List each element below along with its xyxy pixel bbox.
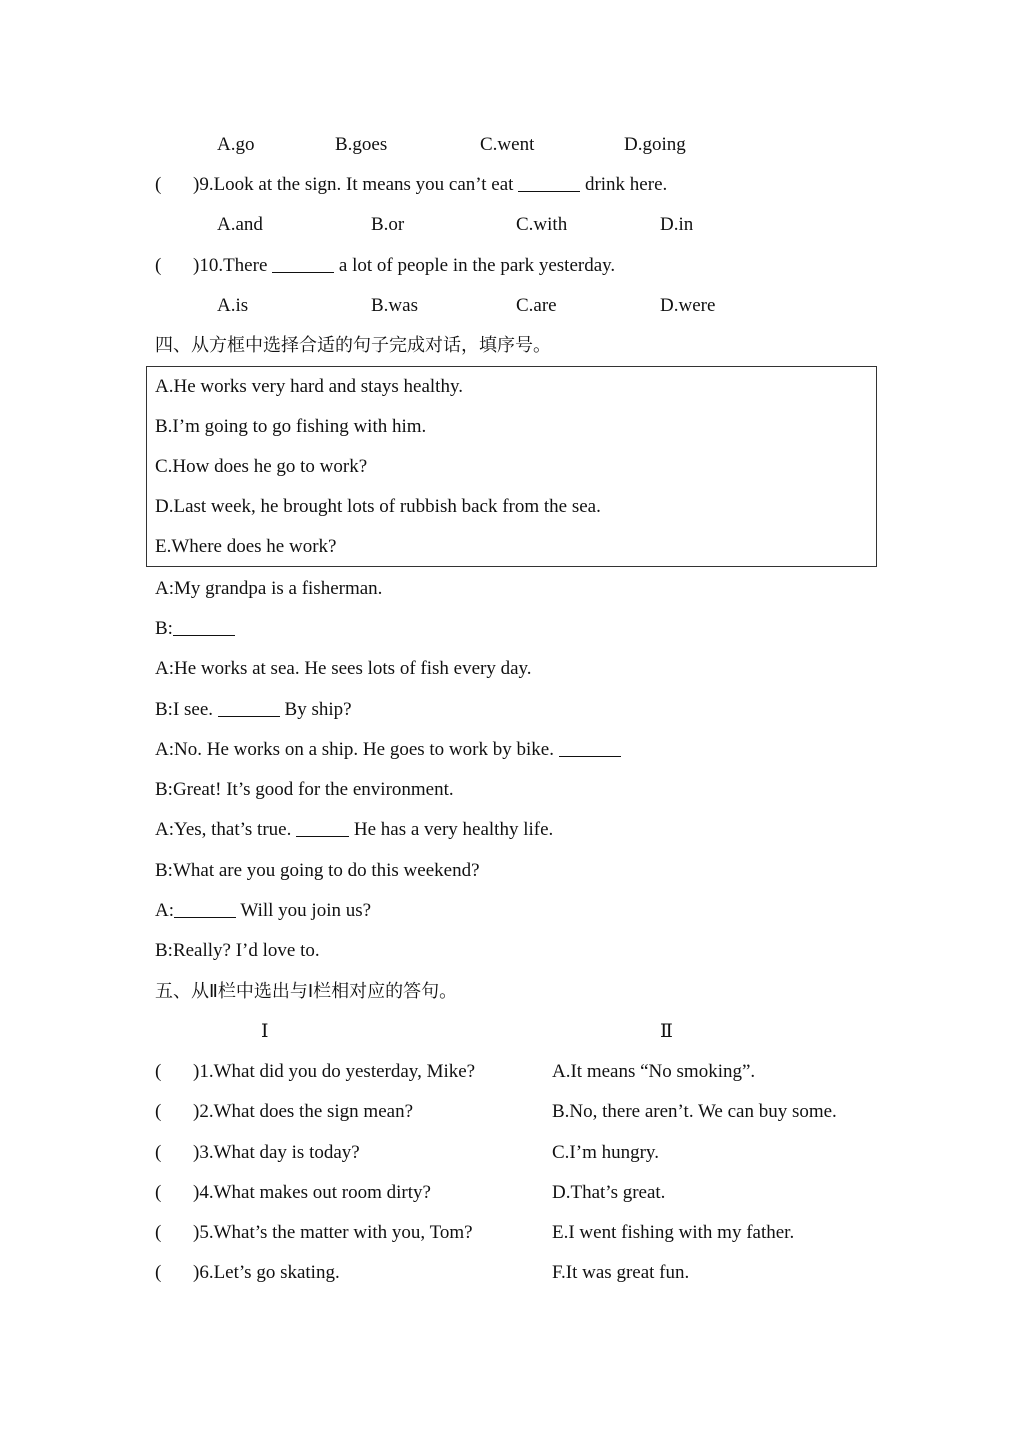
- question-4-paren[interactable]: (: [155, 1182, 162, 1203]
- q8-option-a: A.go: [217, 134, 255, 155]
- q8-option-c: C.went: [480, 134, 535, 155]
- dialogue-line-10: B:Really? I’d love to.: [155, 940, 320, 961]
- q8-option-b: B.goes: [335, 134, 388, 155]
- answer-b: B.No, there aren’t. We can buy some.: [552, 1101, 837, 1122]
- q10-option-b: B.was: [371, 295, 418, 316]
- section-4-title: 四、从方框中选择合适的句子完成对话，填序号。: [155, 335, 551, 356]
- dialogue-line-4: [155, 698, 352, 722]
- dialogue-line-2-speaker: B:: [155, 618, 173, 639]
- dialogue-line-9-before: A:: [155, 900, 174, 921]
- q10-option-d: D.were: [660, 295, 716, 316]
- dialogue-blank-4[interactable]: [296, 835, 349, 837]
- q10-option-a: A.is: [217, 295, 249, 316]
- question-2: )2.What does the sign mean?: [193, 1101, 414, 1122]
- dialogue-line-7: [155, 818, 553, 842]
- q9-option-b: B.or: [371, 214, 405, 235]
- dialogue-line-7-after: He has a very healthy life.: [349, 819, 554, 840]
- q9-answer-blank[interactable]: [518, 190, 580, 192]
- q10-text-after: a lot of people in the park yesterday.: [334, 255, 616, 276]
- dialogue-blank-1[interactable]: [173, 634, 235, 636]
- box-item-b: B.I’m going to go fishing with him.: [155, 416, 427, 437]
- q10-text: [193, 254, 615, 278]
- dialogue-line-9-after: Will you join us?: [236, 900, 372, 921]
- q9-text-before: )9.Look at the sign. It means you can’t eat: [193, 174, 519, 195]
- box-item-a: A.He works very hard and stays healthy.: [155, 376, 463, 397]
- column-2-header: Ⅱ: [660, 1021, 673, 1042]
- answer-f: F.It was great fun.: [552, 1262, 690, 1283]
- q9-option-a: A.and: [217, 214, 263, 235]
- dialogue-line-5: [155, 738, 621, 762]
- answer-d: D.That’s great.: [552, 1182, 666, 1203]
- question-2-paren[interactable]: (: [155, 1101, 162, 1122]
- dialogue-line-6: B:Great! It’s good for the environment.: [155, 779, 454, 800]
- q10-paren: (: [155, 255, 162, 276]
- q9-text: [193, 173, 667, 197]
- q9-option-d: D.in: [660, 214, 694, 235]
- q8-option-d: D.going: [624, 134, 686, 155]
- q10-option-c: C.are: [516, 295, 557, 316]
- dialogue-line-1: A:My grandpa is a fisherman.: [155, 578, 383, 599]
- dialogue-line-3: A:He works at sea. He sees lots of fish every day.: [155, 658, 532, 679]
- question-3: )3.What day is today?: [193, 1142, 360, 1163]
- q10-text-before: )10.There: [193, 255, 273, 276]
- dialogue-blank-5[interactable]: [174, 916, 236, 918]
- dialogue-line-8: B:What are you going to do this weekend?: [155, 860, 480, 881]
- dialogue-blank-2[interactable]: [218, 715, 280, 717]
- answer-e: E.I went fishing with my father.: [552, 1222, 795, 1243]
- dialogue-line-5-before: A:No. He works on a ship. He goes to work by bike.: [155, 739, 559, 760]
- answer-a: A.It means “No smoking”.: [552, 1061, 756, 1082]
- question-6: )6.Let’s go skating.: [193, 1262, 340, 1283]
- dialogue-line-4-after: By ship?: [279, 699, 352, 720]
- q9-text-after: drink here.: [580, 174, 668, 195]
- question-1: )1.What did you do yesterday, Mike?: [193, 1061, 476, 1082]
- dialogue-line-9: [155, 899, 371, 923]
- box-item-d: D.Last week, he brought lots of rubbish back from the sea.: [155, 496, 601, 517]
- column-1-header: Ⅰ: [261, 1021, 269, 1042]
- question-5-paren[interactable]: (: [155, 1222, 162, 1243]
- q10-answer-blank[interactable]: [272, 271, 334, 273]
- dialogue-line-7-before: A:Yes, that’s true.: [155, 819, 297, 840]
- answer-c: C.I’m hungry.: [552, 1142, 659, 1163]
- question-5: )5.What’s the matter with you, Tom?: [193, 1222, 473, 1243]
- box-item-e: E.Where does he work?: [155, 536, 337, 557]
- q9-paren: (: [155, 174, 162, 195]
- dialogue-blank-3[interactable]: [559, 755, 621, 757]
- dialogue-line-4-before: B:I see.: [155, 699, 218, 720]
- box-item-c: C.How does he go to work?: [155, 456, 368, 477]
- section-5-title: 五、从Ⅱ栏中选出与Ⅰ栏相对应的答句。: [155, 981, 458, 1002]
- q9-option-c: C.with: [516, 214, 568, 235]
- question-1-paren[interactable]: (: [155, 1061, 162, 1082]
- question-4: )4.What makes out room dirty?: [193, 1182, 431, 1203]
- dialogue-line-2: [155, 617, 235, 641]
- question-6-paren[interactable]: (: [155, 1262, 162, 1283]
- question-3-paren[interactable]: (: [155, 1142, 162, 1163]
